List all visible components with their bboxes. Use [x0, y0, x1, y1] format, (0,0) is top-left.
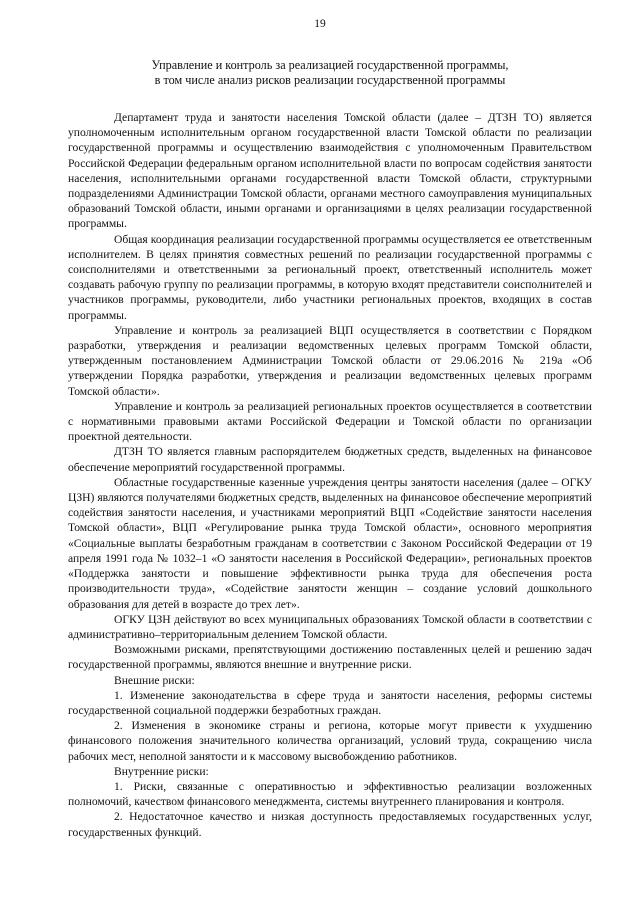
- section-heading: [68, 58, 592, 89]
- paragraph-risks-intro: Возможными рисками, препятствующими достижению поставленных целей и решению задач государственной программы, являются внешние и внутренние риски.: [68, 643, 592, 672]
- paragraph-employment-centers: Областные государственные казенные учреждения центры занятости населения (далее – ОГКУ ЦЗН) являются получателями бюджетных средств, выделенных на финансовое обеспечение мероприятий содействия занятости населения, и участниками мероприятий ВЦП «Содействие занятости населения Томской области», ВЦП «Регулирование рынка труда Томской области», основного мероприятия «Социальные выплаты безработным гражданам в соответствии с Законом Российской Федерации от 19 апреля 1991 года № 1032–1 «О занятости населения в Российской Федерации», региональных проектов «Поддержка занятости и повышение эффективности рынка труда для обеспечения роста производительности труда», «Содействие занятости женщин – создание условий дошкольного образования для детей в возрасте до трех лет».: [68, 475, 592, 611]
- heading-external-risks: Внешние риски:: [114, 673, 195, 687]
- paragraph-coordination: Общая координация реализации государственной программы осуществляется ее ответственным исполнителем. В целях принятия совместных решений по реализации государственной программы с соисполнителями и ответственными за региональный проект, ответственный исполнитель может создавать рабочую группу по реализации программы, в которую входят представители соисполнителей и участников программы, руководители, либо участники региональных проектов, входящих в состав программы.: [68, 232, 592, 322]
- paragraph-department-role: Департамент труда и занятости населения Томской области (далее – ДТЗН ТО) является уполномоченным исполнительным органом государственной власти Томской области по реализации государственной программы и осуществлению взаимодействия с уполномоченным Правительством Российской Федерации федеральным органом исполнительной власти по вопросам содействия занятости населения, исполнительными органами государственной власти Томской области, структурными подразделениями Администрации Томской области, органами местного самоуправления муниципальных образований Томской области, иными органами и организациями в целях реализации государственной программы.: [68, 111, 592, 231]
- external-risk-2: 2. Изменения в экономике страны и региона, которые могут привести к ухудшению финансового положения значительного количества организаций, условий труда, сокращению числа рабочих мест, неполной занятости и к массовому высвобождению работников.: [68, 719, 592, 763]
- paragraph-czn-coverage: ОГКУ ЦЗН действуют во всех муниципальных образованиях Томской области в соответствии с административно–территориальным делением Томской области.: [68, 612, 592, 641]
- paragraph-budget-manager: ДТЗН ТО является главным распорядителем бюджетных средств, выделенных на финансовое обеспечение мероприятий государственной программы.: [68, 445, 592, 474]
- paragraph-vcp-control: Управление и контроль за реализацией ВЦП осуществляется в соответствии с Порядком разработки, утверждения и реализации ведомственных целевых программ Томской области, утвержденным постановлением Администрации Томской области от 29.06.2016 № 219а «Об утверждении Порядка разработки, утверждения и реализации ведомственных целевых программ Томской области».: [68, 323, 592, 398]
- heading-internal-risks: Внутренние риски:: [114, 764, 209, 778]
- internal-risk-2: 2. Недостаточное качество и низкая доступность предоставляемых государственных услуг, государственных функций.: [68, 810, 592, 839]
- page-number: 19: [314, 18, 326, 30]
- internal-risk-1: 1. Риски, связанные с оперативностью и эффективностью реализации возложенных полномочий, качеством финансового менеджмента, системы внутреннего планирования и контроля.: [68, 779, 592, 809]
- heading-line-1: Управление и контроль за реализацией государственной программы,: [151, 58, 509, 72]
- paragraph-regional-projects: Управление и контроль за реализацией региональных проектов осуществляется в соответствии с нормативными правовыми актами Российской Федерации и Томской области по организации проектной деятельности.: [68, 399, 592, 444]
- external-risk-1: 1. Изменение законодательства в сфере труда и занятости населения, реформы системы государственной социальной поддержки безработных граждан.: [68, 688, 592, 717]
- document-body: [68, 110, 592, 840]
- heading-line-2: в том числе анализ рисков реализации государственной программы: [154, 73, 506, 88]
